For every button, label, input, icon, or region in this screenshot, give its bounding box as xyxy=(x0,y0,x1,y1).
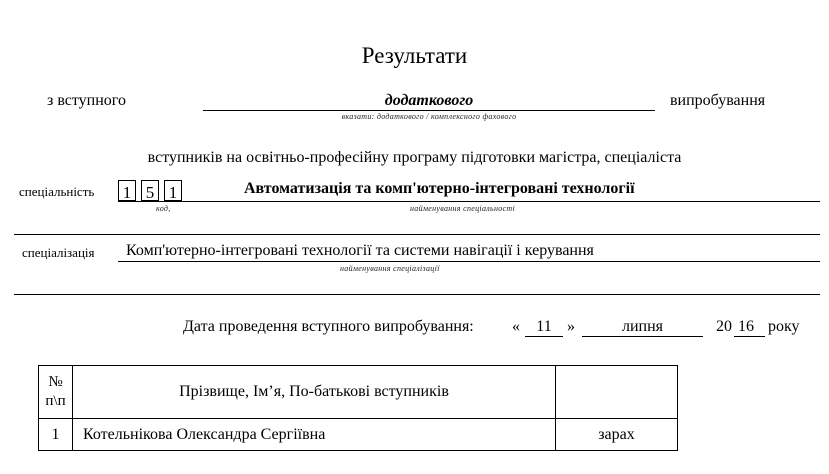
row-result: зарах xyxy=(556,419,678,451)
table-header-row xyxy=(39,366,678,419)
specialty-code-hint: код, xyxy=(156,204,171,213)
date-year-word: року xyxy=(768,318,800,335)
specialty-code-digit-1: 1 xyxy=(118,180,136,201)
header-number: № п\п xyxy=(39,366,73,419)
date-year-suffix: 16 xyxy=(738,318,754,335)
specialization-underline xyxy=(118,261,820,262)
table-row xyxy=(39,419,678,451)
date-close-quote: » xyxy=(567,318,575,335)
specialty-code-digit-3: 1 xyxy=(164,180,182,201)
specialty-label: спеціальність xyxy=(19,184,95,199)
row-student-name: Котельнікова Олександра Сергіївна xyxy=(73,419,556,451)
specialty-name: Автоматизація та комп'ютерно-інтегровані технології xyxy=(244,180,635,197)
date-open-quote: « xyxy=(512,318,520,335)
specialty-name-hint: найменування спеціальності xyxy=(410,204,515,213)
separator-line xyxy=(14,234,820,235)
date-month: липня xyxy=(621,318,664,335)
date-year-prefix: 20 xyxy=(716,318,732,335)
date-day-underline xyxy=(525,336,563,337)
specialization-label: спеціалізація xyxy=(22,245,95,260)
header-name: Прізвище, Ім’я, По-батькові вступників xyxy=(73,366,556,419)
exam-type-underline xyxy=(203,110,655,111)
specialty-underline xyxy=(118,201,820,202)
exam-type-value: додаткового xyxy=(384,92,474,109)
separator-line-2 xyxy=(14,294,820,295)
document-title: Результати xyxy=(361,43,468,68)
program-line: вступників на освітньо-професійну програму підготовки магістра, спеціаліста xyxy=(147,149,682,166)
header-result xyxy=(556,366,678,419)
specialty-code-digit-2: 5 xyxy=(141,180,159,201)
row-number: 1 xyxy=(39,419,73,451)
date-day: 11 xyxy=(536,318,552,335)
date-year-underline xyxy=(734,336,765,337)
specialization-name-hint: найменування спеціалізації xyxy=(340,264,440,273)
specialization-name: Комп'ютерно-інтегровані технології та системи навігації і керування xyxy=(126,242,594,259)
exam-prefix: з вступного xyxy=(47,92,126,109)
exam-type-hint: вказати: додаткового / комплексного фахового xyxy=(341,112,517,121)
date-label: Дата проведення вступного випробування: xyxy=(183,318,474,335)
results-table xyxy=(38,365,678,451)
date-month-underline xyxy=(582,336,703,337)
exam-suffix: випробування xyxy=(670,92,766,109)
